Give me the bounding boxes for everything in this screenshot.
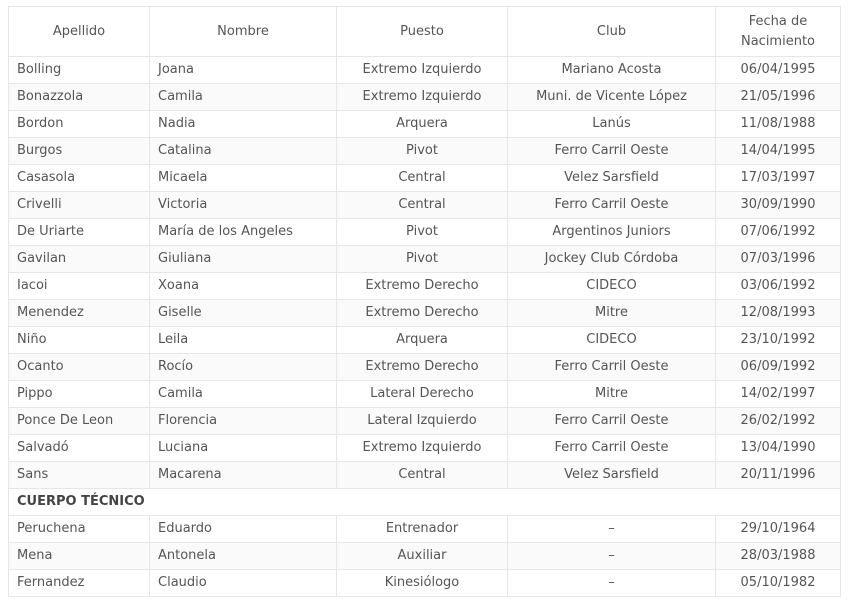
cell-apellido: Burgos [9,138,150,165]
cell-club: Velez Sarsfield [508,462,716,489]
cell-nombre: Nadia [150,111,337,138]
cell-club: Mitre [508,300,716,327]
player-row [9,435,841,462]
cell-puesto: Lateral Izquierdo [337,408,508,435]
cell-apellido: Casasola [9,165,150,192]
cell-fecha: 06/04/1995 [716,57,841,84]
header-nombre: Nombre [150,7,337,57]
cell-club: CIDECO [508,273,716,300]
player-row [9,57,841,84]
staff-title: CUERPO TÉCNICO [9,489,841,516]
cell-nombre: Micaela [150,165,337,192]
cell-puesto: Extremo Derecho [337,354,508,381]
cell-apellido: Bonazzola [9,84,150,111]
cell-club: – [508,570,716,597]
cell-puesto: Pivot [337,246,508,273]
cell-club: CIDECO [508,327,716,354]
player-row [9,381,841,408]
cell-nombre: Giselle [150,300,337,327]
player-row [9,111,841,138]
header-puesto: Puesto [337,7,508,57]
cell-nombre: Macarena [150,462,337,489]
cell-puesto: Pivot [337,219,508,246]
cell-nombre: Claudio [150,570,337,597]
player-row [9,273,841,300]
cell-fecha: 21/05/1996 [716,84,841,111]
cell-nombre: Catalina [150,138,337,165]
header-fecha-line2: Nacimiento [740,33,815,49]
cell-apellido: Pippo [9,381,150,408]
staff-section [9,489,841,516]
player-row [9,84,841,111]
cell-club: – [508,543,716,570]
cell-apellido: Iacoi [9,273,150,300]
cell-nombre: Luciana [150,435,337,462]
cell-fecha: 14/04/1995 [716,138,841,165]
cell-fecha: 03/06/1992 [716,273,841,300]
cell-fecha: 28/03/1988 [716,543,841,570]
cell-apellido: De Uriarte [9,219,150,246]
cell-apellido: Sans [9,462,150,489]
cell-nombre: Rocío [150,354,337,381]
cell-fecha: 07/06/1992 [716,219,841,246]
staff-row [9,543,841,570]
cell-puesto: Central [337,192,508,219]
cell-puesto: Pivot [337,138,508,165]
cell-apellido: Niño [9,327,150,354]
player-row [9,192,841,219]
cell-puesto: Kinesiólogo [337,570,508,597]
cell-puesto: Lateral Derecho [337,381,508,408]
cell-club: Mitre [508,381,716,408]
cell-apellido: Fernandez [9,570,150,597]
cell-fecha: 11/08/1988 [716,111,841,138]
cell-apellido: Crivelli [9,192,150,219]
player-row [9,138,841,165]
cell-apellido: Ocanto [9,354,150,381]
cell-apellido: Peruchena [9,516,150,543]
roster-table [8,6,841,597]
cell-nombre: Antonela [150,543,337,570]
cell-apellido: Menendez [9,300,150,327]
cell-fecha: 12/08/1993 [716,300,841,327]
cell-fecha: 17/03/1997 [716,165,841,192]
cell-fecha: 29/10/1964 [716,516,841,543]
cell-fecha: 05/10/1982 [716,570,841,597]
staff-title-row [9,489,841,516]
cell-club: Velez Sarsfield [508,165,716,192]
cell-club: Ferro Carril Oeste [508,192,716,219]
cell-puesto: Central [337,462,508,489]
player-row [9,462,841,489]
cell-fecha: 23/10/1992 [716,327,841,354]
cell-puesto: Extremo Derecho [337,300,508,327]
cell-nombre: María de los Angeles [150,219,337,246]
cell-fecha: 13/04/1990 [716,435,841,462]
cell-nombre: Giuliana [150,246,337,273]
cell-nombre: Victoria [150,192,337,219]
cell-club: Ferro Carril Oeste [508,435,716,462]
cell-puesto: Entrenador [337,516,508,543]
cell-fecha: 14/02/1997 [716,381,841,408]
cell-puesto: Arquera [337,327,508,354]
cell-puesto: Extremo Izquierdo [337,57,508,84]
cell-club: Jockey Club Córdoba [508,246,716,273]
cell-puesto: Extremo Izquierdo [337,435,508,462]
cell-club: Mariano Acosta [508,57,716,84]
cell-apellido: Gavilan [9,246,150,273]
cell-puesto: Extremo Izquierdo [337,84,508,111]
player-row [9,165,841,192]
cell-nombre: Camila [150,84,337,111]
header-fecha [716,7,841,57]
cell-club: – [508,516,716,543]
roster-container [8,6,840,597]
cell-puesto: Central [337,165,508,192]
cell-club: Ferro Carril Oeste [508,408,716,435]
header-club: Club [508,7,716,57]
player-row [9,354,841,381]
cell-apellido: Salvadó [9,435,150,462]
player-row [9,300,841,327]
cell-club: Lanús [508,111,716,138]
staff-row [9,570,841,597]
cell-nombre: Leila [150,327,337,354]
player-row [9,246,841,273]
header-row [9,7,841,57]
cell-puesto: Extremo Derecho [337,273,508,300]
cell-nombre: Xoana [150,273,337,300]
cell-fecha: 06/09/1992 [716,354,841,381]
cell-apellido: Ponce De Leon [9,408,150,435]
player-row [9,408,841,435]
player-row [9,219,841,246]
staff-body [9,516,841,597]
cell-nombre: Eduardo [150,516,337,543]
player-row [9,327,841,354]
cell-apellido: Bordon [9,111,150,138]
header-apellido: Apellido [9,7,150,57]
cell-puesto: Arquera [337,111,508,138]
header-fecha-line1: Fecha de [748,13,808,29]
cell-fecha: 20/11/1996 [716,462,841,489]
table-header [9,7,841,57]
cell-club: Ferro Carril Oeste [508,138,716,165]
cell-nombre: Joana [150,57,337,84]
cell-fecha: 07/03/1996 [716,246,841,273]
cell-club: Ferro Carril Oeste [508,354,716,381]
cell-fecha: 30/09/1990 [716,192,841,219]
cell-fecha: 26/02/1992 [716,408,841,435]
cell-nombre: Florencia [150,408,337,435]
cell-apellido: Bolling [9,57,150,84]
cell-apellido: Mena [9,543,150,570]
cell-club: Muni. de Vicente López [508,84,716,111]
cell-puesto: Auxiliar [337,543,508,570]
cell-nombre: Camila [150,381,337,408]
players-body [9,57,841,489]
staff-row [9,516,841,543]
cell-club: Argentinos Juniors [508,219,716,246]
